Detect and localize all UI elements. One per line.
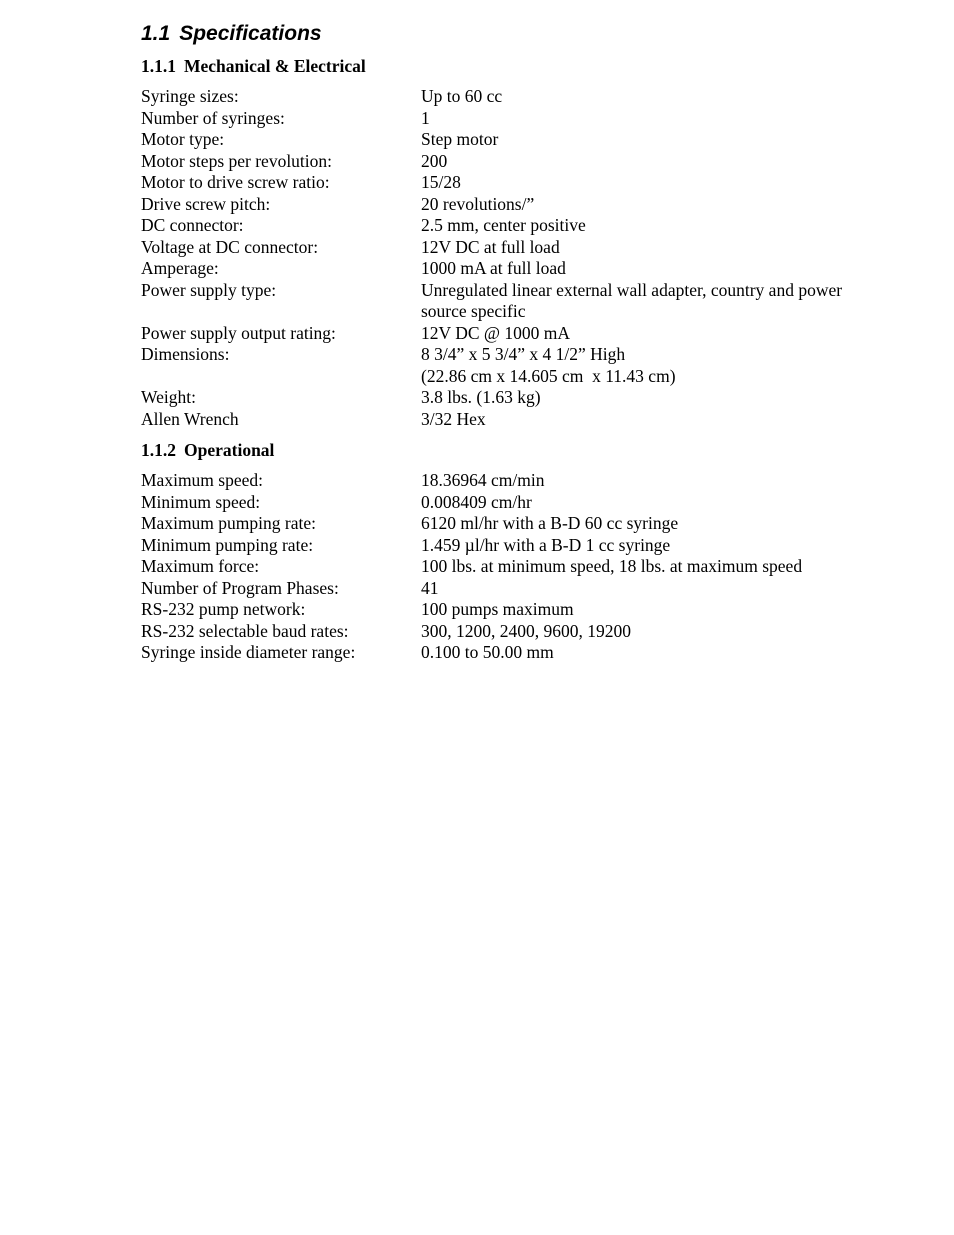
operational-number: 1.1.2	[141, 440, 176, 460]
spec-row	[141, 599, 901, 621]
spec-value	[421, 108, 891, 130]
spec-value	[421, 492, 891, 514]
spec-label: Syringe sizes:	[141, 86, 239, 106]
spec-label: Power supply output rating:	[141, 322, 336, 343]
section-title: Specifications	[179, 22, 322, 45]
spec-value	[421, 556, 891, 578]
spec-row	[141, 86, 901, 108]
spec-value	[421, 151, 891, 173]
spec-row	[141, 129, 901, 151]
spec-value-line: Step motor	[421, 129, 499, 149]
mechanical-title: Mechanical & Electrical	[184, 56, 366, 76]
spec-row	[141, 556, 901, 578]
spec-label: Number of Program Phases:	[141, 577, 339, 598]
spec-value-line: 1.459 µl/hr with a B-D 1 cc syringe	[421, 534, 671, 555]
spec-label: RS-232 pump network:	[141, 599, 306, 619]
spec-row	[141, 578, 901, 600]
mechanical-spec-list	[141, 86, 901, 430]
spec-value-line: Up to 60 cc	[421, 86, 503, 106]
spec-row	[141, 280, 901, 323]
spec-value-line: 200	[421, 150, 448, 171]
spec-value	[421, 599, 891, 621]
spec-value-line: 12V DC at full load	[421, 236, 560, 257]
spec-value-line: 2.5 mm, center positive	[421, 215, 586, 235]
spec-label: DC connector:	[141, 215, 244, 235]
spec-label: Maximum force:	[141, 556, 260, 576]
spec-value-line: 12V DC @ 1000 mA	[421, 322, 570, 343]
operational-heading	[141, 439, 274, 461]
spec-label: Syringe inside diameter range:	[141, 642, 356, 662]
spec-row	[141, 535, 901, 557]
spec-value-line: (22.86 cm x 14.605 cm x 11.43 cm)	[421, 365, 676, 386]
operational-title: Operational	[184, 440, 275, 460]
spec-value-line: 0.008409 cm/hr	[421, 491, 532, 512]
spec-value	[421, 129, 891, 151]
spec-value	[421, 323, 891, 345]
spec-row	[141, 409, 901, 431]
spec-value-line: 6120 ml/hr with a B-D 60 cc syringe	[421, 513, 679, 533]
spec-label: Drive screw pitch:	[141, 193, 271, 214]
spec-label: Minimum speed:	[141, 491, 261, 512]
spec-value-line: 20 revolutions/”	[421, 193, 535, 214]
spec-value-line: 100 pumps maximum	[421, 599, 574, 619]
spec-row	[141, 513, 901, 535]
spec-row	[141, 151, 901, 173]
spec-value	[421, 194, 891, 216]
spec-label: Allen Wrench	[141, 408, 239, 429]
spec-row	[141, 194, 901, 216]
spec-value-line: 0.100 to 50.00 mm	[421, 642, 554, 662]
operational-spec-list	[141, 470, 901, 664]
spec-row	[141, 470, 901, 492]
spec-label: Motor steps per revolution:	[141, 150, 333, 171]
spec-value-line: 1000 mA at full load	[421, 258, 566, 278]
spec-value-line: 3.8 lbs. (1.63 kg)	[421, 387, 541, 407]
spec-label: Number of syringes:	[141, 107, 285, 128]
spec-value	[421, 237, 891, 259]
spec-row	[141, 621, 901, 643]
spec-value-line: 100 lbs. at minimum speed, 18 lbs. at maximum speed	[421, 556, 803, 576]
section-number: 1.1	[141, 22, 171, 45]
spec-label: RS-232 selectable baud rates:	[141, 620, 349, 641]
spec-value-line: 3/32 Hex	[421, 408, 486, 429]
spec-value	[421, 86, 891, 108]
spec-value-line: 1	[421, 107, 430, 128]
spec-value	[421, 642, 891, 664]
spec-label: Motor to drive screw ratio:	[141, 172, 330, 192]
spec-value	[421, 387, 891, 409]
spec-row	[141, 172, 901, 194]
spec-value-line: Unregulated linear external wall adapter, country and power source specific	[421, 279, 843, 321]
spec-value	[421, 535, 891, 557]
spec-value-line: 300, 1200, 2400, 9600, 19200	[421, 620, 631, 641]
spec-label: Dimensions:	[141, 344, 230, 364]
spec-value-line: 41	[421, 577, 439, 598]
section-heading	[141, 20, 322, 48]
spec-value	[421, 513, 891, 535]
spec-value	[421, 344, 891, 387]
spec-label: Power supply type:	[141, 279, 277, 300]
spec-value	[421, 258, 891, 280]
spec-value	[421, 280, 891, 323]
spec-row	[141, 323, 901, 345]
spec-label: Minimum pumping rate:	[141, 534, 314, 555]
spec-label: Voltage at DC connector:	[141, 236, 319, 257]
spec-row	[141, 492, 901, 514]
mechanical-number: 1.1.1	[141, 56, 176, 76]
spec-value-line: 15/28	[421, 172, 461, 192]
mechanical-heading	[141, 55, 366, 77]
spec-row	[141, 108, 901, 130]
spec-label: Maximum pumping rate:	[141, 513, 316, 533]
spec-label: Motor type:	[141, 129, 225, 149]
spec-value	[421, 172, 891, 194]
spec-value	[421, 215, 891, 237]
spec-row	[141, 387, 901, 409]
spec-value-line: 8 3/4” x 5 3/4” x 4 1/2” High	[421, 344, 626, 364]
spec-label: Amperage:	[141, 258, 219, 278]
spec-row	[141, 642, 901, 664]
spec-row	[141, 344, 901, 387]
spec-value-line: 18.36964 cm/min	[421, 470, 545, 490]
spec-row	[141, 237, 901, 259]
spec-label: Maximum speed:	[141, 470, 263, 490]
spec-row	[141, 258, 901, 280]
spec-value	[421, 578, 891, 600]
spec-value	[421, 470, 891, 492]
spec-value	[421, 621, 891, 643]
spec-value	[421, 409, 891, 431]
spec-row	[141, 215, 901, 237]
spec-label: Weight:	[141, 387, 196, 407]
